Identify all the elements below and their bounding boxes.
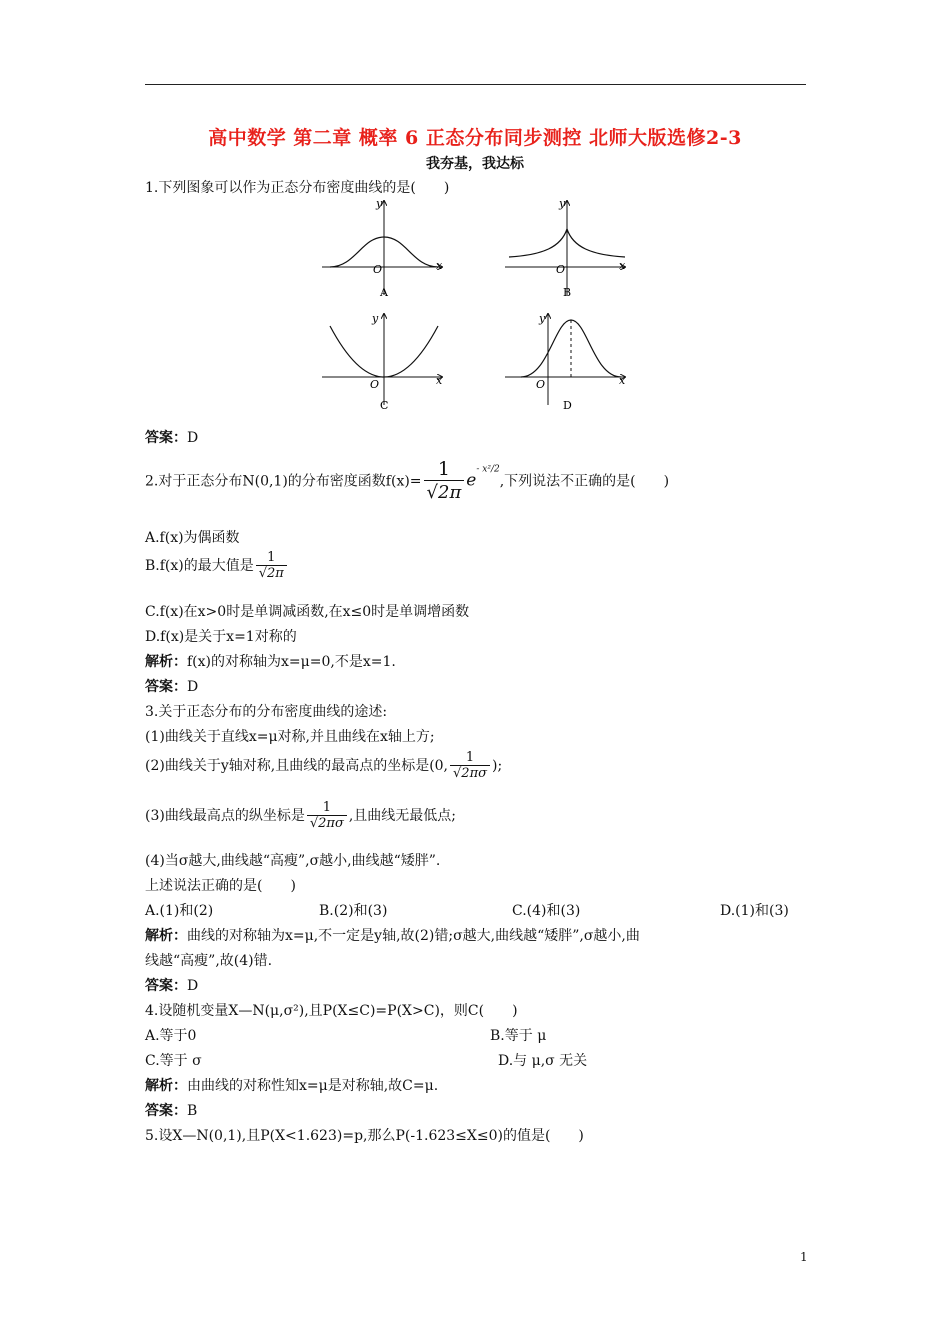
q4-option-d: D.与 μ,σ 无关 xyxy=(498,1053,588,1069)
q3-option-a: A.(1)和(2) xyxy=(145,903,214,919)
q2-stem xyxy=(145,458,669,505)
item-text: (2)曲线关于y轴对称,且曲线的最高点的坐标是(0, xyxy=(145,758,449,774)
q3-item-2-fraction xyxy=(450,750,490,782)
q3-ask: 上述说法正确的是( ) xyxy=(145,878,296,894)
q5-stem: 5.设X—N(0,1),且P(X<1.623)=p,那么P(-1.623≤X≤0)的值是( ) xyxy=(145,1128,584,1144)
axis-y-label: y xyxy=(376,197,383,210)
q4-answer xyxy=(145,1100,197,1120)
analysis-label: 解析： xyxy=(145,654,187,670)
page-title: 高中数学 第二章 概率 6 正态分布同步测控 北师大版选修2-3 xyxy=(208,127,742,149)
fraction-denominator: √2π xyxy=(256,565,287,582)
q1-answer xyxy=(145,427,198,447)
q2-answer xyxy=(145,676,198,696)
q1-graph-d xyxy=(503,310,633,415)
q3-stem: 3.关于正态分布的分布密度曲线的途述: xyxy=(145,704,388,720)
q4-option-a: A.等于0 xyxy=(145,1028,197,1044)
q2-stem-pre: 2.对于正态分布N(0,1)的分布密度函数f(x)= xyxy=(145,473,422,490)
fraction-denominator: √2πσ xyxy=(307,815,347,832)
answer-label: 答案： xyxy=(145,679,187,695)
analysis-text: f(x)的对称轴为x=μ=0,不是x=1. xyxy=(187,654,396,670)
header-rule xyxy=(145,84,806,85)
q4-stem: 4.设随机变量X—N(μ,σ²),且P(X≤C)=P(X>C)，则C( ) xyxy=(145,1003,518,1019)
q1-graph-b xyxy=(503,195,633,300)
axis-y-label: y xyxy=(559,197,566,210)
q2-density-fraction xyxy=(424,458,465,505)
answer-label: 答案： xyxy=(145,1103,187,1119)
fraction-numerator: 1 xyxy=(465,750,475,765)
page-number: 1 xyxy=(800,1250,808,1264)
axis-x-label: x xyxy=(619,259,626,272)
section-subtitle: 我夯基，我达标 xyxy=(426,156,524,172)
q3-option-c: C.(4)和(3) xyxy=(512,903,581,919)
q2-option-a: A.f(x)为偶函数 xyxy=(145,530,240,546)
axis-x-label: x xyxy=(619,374,626,387)
q3-item-3 xyxy=(145,800,456,832)
q2-exp-base: e xyxy=(466,470,477,491)
graph-label: B xyxy=(563,286,572,299)
q4-option-c: C.等于 σ xyxy=(145,1053,202,1069)
answer-label: 答案： xyxy=(145,978,187,994)
q2-exp-power: - x²/2 xyxy=(476,464,500,475)
axis-x-label: x xyxy=(436,374,443,387)
graph-label: A xyxy=(380,286,388,299)
q3-item-3-fraction xyxy=(307,800,347,832)
q2-option-b xyxy=(145,550,289,582)
q2-option-d: D.f(x)是关于x=1对称的 xyxy=(145,629,297,645)
item-text-end: ,且曲线无最低点; xyxy=(348,808,456,824)
q1-graph-a xyxy=(320,195,450,300)
answer-value: D xyxy=(187,430,199,446)
origin-label: O xyxy=(556,263,566,276)
fraction-numerator: 1 xyxy=(322,800,331,815)
graph-label: D xyxy=(563,399,572,412)
q2-analysis xyxy=(145,651,396,671)
axis-y-label: y xyxy=(372,312,379,325)
q1-stem: 1.下列图象可以作为正态分布密度曲线的是( ) xyxy=(145,180,450,196)
q2-stem-post: ,下列说法不正确的是( ) xyxy=(499,473,670,490)
fraction-denominator: √2π xyxy=(424,480,465,505)
item-text: (3)曲线最高点的纵坐标是 xyxy=(145,808,305,824)
q3-item-2 xyxy=(145,750,502,782)
fraction-denominator: √2πσ xyxy=(450,765,490,782)
graph-label: C xyxy=(380,399,389,412)
q4-option-b: B.等于 μ xyxy=(490,1028,547,1044)
item-text-end: ); xyxy=(492,758,503,774)
q3-option-d: D.(1)和(3) xyxy=(720,903,789,919)
answer-value: D xyxy=(187,978,199,994)
answer-label: 答案： xyxy=(145,430,187,446)
q3-option-b: B.(2)和(3) xyxy=(319,903,388,919)
fraction-numerator: 1 xyxy=(437,458,450,480)
q3-item-4: (4)当σ越大,曲线越“高瘦”,σ越小,曲线越“矮胖”. xyxy=(145,853,441,869)
q3-analysis-cont: 线越“高瘦”,故(4)错. xyxy=(145,953,273,969)
option-text: B.f(x)的最大值是 xyxy=(145,558,254,574)
q3-answer xyxy=(145,975,198,995)
fraction-numerator: 1 xyxy=(267,550,276,565)
analysis-label: 解析： xyxy=(145,928,187,944)
answer-value: D xyxy=(187,679,199,695)
q3-analysis xyxy=(145,925,640,945)
origin-label: O xyxy=(370,378,380,391)
q4-analysis xyxy=(145,1075,438,1095)
analysis-text: 由曲线的对称性知x=μ是对称轴,故C=μ. xyxy=(187,1078,439,1094)
analysis-label: 解析： xyxy=(145,1078,187,1094)
analysis-text: 曲线的对称轴为x=μ,不一定是y轴,故(2)错;σ越大,曲线越“矮胖”,σ越小,曲 xyxy=(187,928,640,944)
q1-graph-c xyxy=(320,310,450,415)
origin-label: O xyxy=(373,263,383,276)
origin-label: O xyxy=(536,378,546,391)
q2-option-b-fraction xyxy=(256,550,287,582)
answer-value: B xyxy=(187,1103,198,1119)
q2-option-c: C.f(x)在x>0时是单调减函数,在x≤0时是单调增函数 xyxy=(145,604,470,620)
q3-item-1: (1)曲线关于直线x=μ对称,并且曲线在x轴上方; xyxy=(145,729,435,745)
axis-x-label: x xyxy=(436,259,443,272)
axis-y-label: y xyxy=(539,312,546,325)
